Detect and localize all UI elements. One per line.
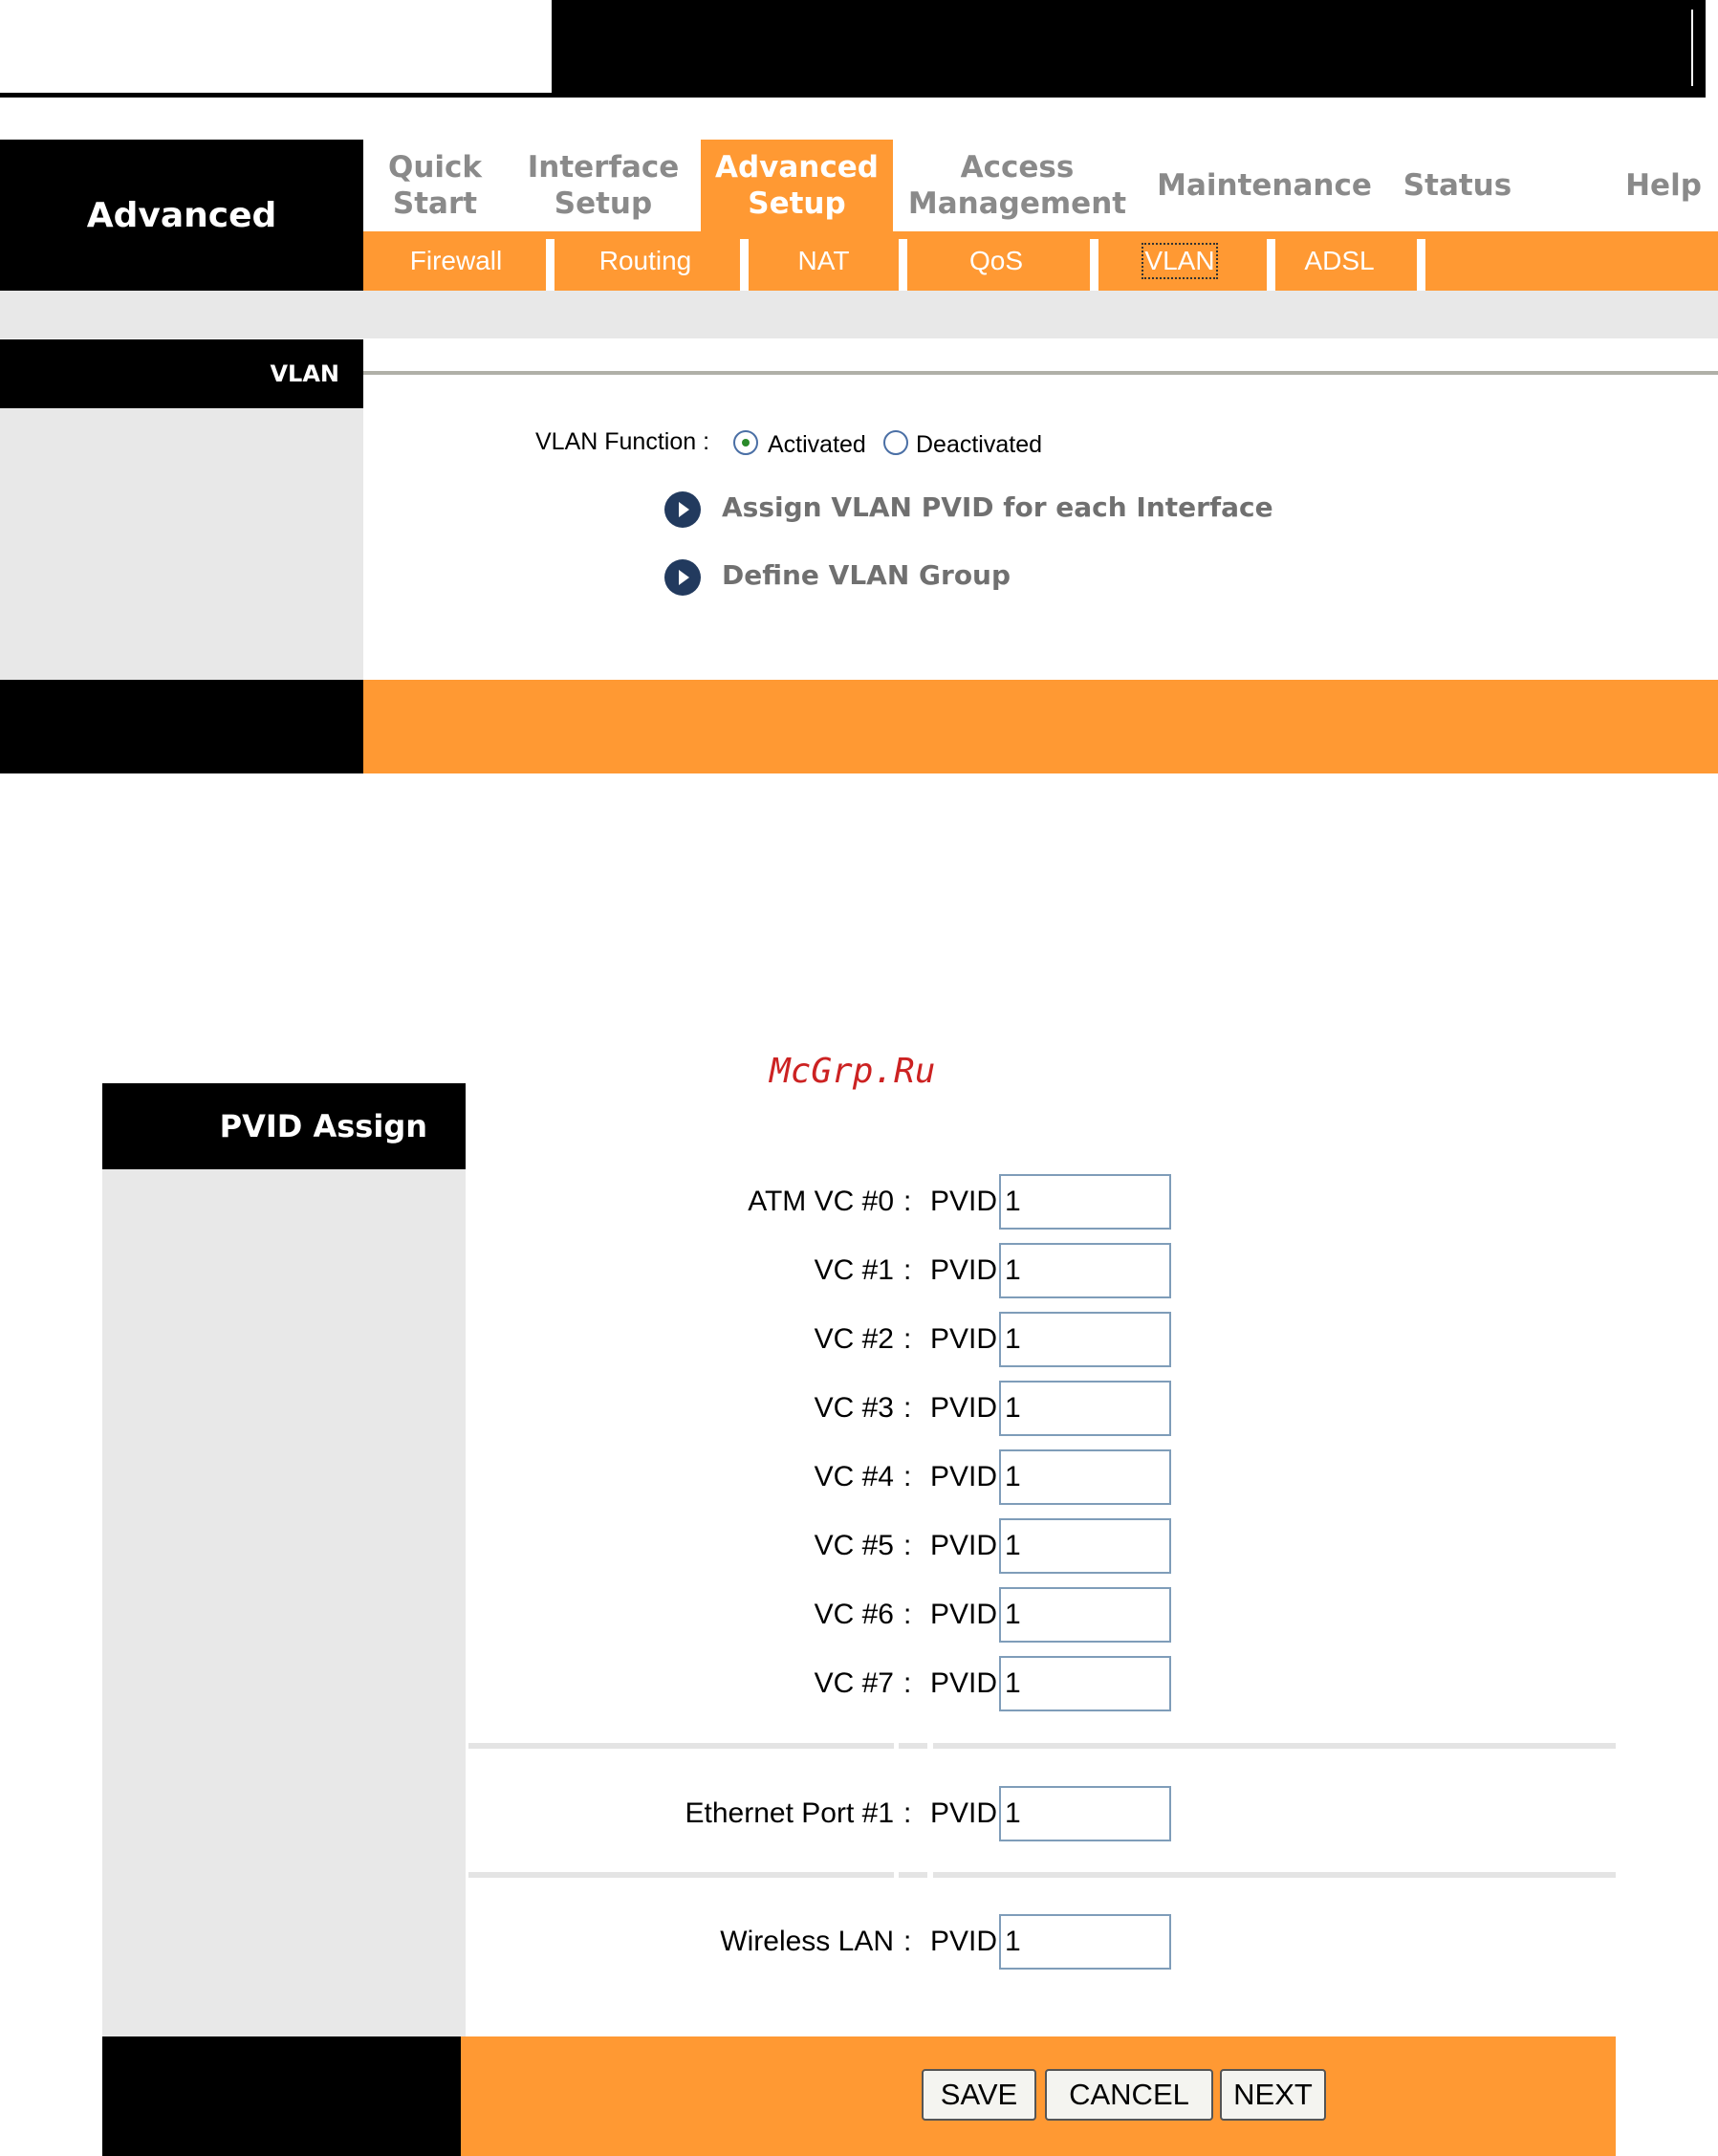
pvid-input-vc6[interactable] — [999, 1587, 1171, 1643]
pvid-footer-bar — [461, 2036, 1616, 2156]
pvid-input-vc3[interactable] — [999, 1381, 1171, 1436]
subtab-nat[interactable] — [749, 231, 899, 291]
vlan-footer-bar — [363, 680, 1718, 773]
tab-label: Access Management — [907, 150, 1127, 221]
row-colon: : — [903, 1186, 912, 1217]
vlan-deactivated-radio[interactable] — [883, 430, 908, 455]
row-label-vc3: VC #3 — [814, 1392, 894, 1424]
pvid-input-vc2[interactable] — [999, 1312, 1171, 1367]
subtab-separator — [1417, 239, 1425, 291]
row-label-atm-vc0: ATM VC #0 — [748, 1186, 894, 1217]
vlan-activated-label: Activated — [768, 431, 866, 458]
tab-maintenance[interactable] — [1157, 140, 1372, 231]
row-label-vc4: VC #4 — [814, 1461, 894, 1492]
arrow-bullet-icon — [664, 491, 701, 528]
row-separator — [933, 1872, 1616, 1878]
row-colon: : — [903, 1667, 912, 1699]
pvid-input-wireless-lan[interactable] — [999, 1914, 1171, 1970]
subtab-qos[interactable] — [907, 231, 1085, 291]
arrow-bullet-icon — [664, 559, 701, 596]
tab-quick-start[interactable] — [378, 140, 492, 231]
row-pvid-label: PVID — [930, 1186, 998, 1217]
row-label-vc6: VC #6 — [814, 1599, 894, 1630]
row-colon: : — [903, 1461, 912, 1492]
row-colon: : — [903, 1254, 912, 1286]
row-colon: : — [903, 1797, 912, 1829]
pvid-input-ethernet-port1[interactable] — [999, 1786, 1171, 1841]
row-separator — [468, 1743, 894, 1749]
row-pvid-label: PVID — [930, 1926, 998, 1957]
row-pvid-label: PVID — [930, 1530, 998, 1561]
tab-status[interactable] — [1398, 140, 1517, 231]
subtab-firewall[interactable] — [368, 231, 544, 291]
row-separator — [933, 1743, 1616, 1749]
next-button[interactable]: NEXT — [1220, 2069, 1326, 2121]
tab-label: Maintenance — [1157, 168, 1372, 203]
pvid-input-vc7[interactable] — [999, 1656, 1171, 1711]
subtab-separator — [899, 239, 907, 291]
row-label-wireless-lan: Wireless LAN — [720, 1926, 894, 1957]
subtab-vlan[interactable] — [1098, 231, 1261, 291]
watermark: McGrp.Ru — [770, 1052, 936, 1091]
row-label-vc7: VC #7 — [814, 1667, 894, 1699]
subtab-routing[interactable] — [555, 231, 736, 291]
tab-label: Help — [1625, 168, 1702, 203]
tab-label: Interface Setup — [527, 150, 680, 221]
tab-access-management[interactable] — [907, 140, 1127, 231]
subtab-label: Firewall — [409, 246, 503, 275]
row-label-vc5: VC #5 — [814, 1530, 894, 1561]
assign-vlan-pvid-link[interactable]: Assign VLAN PVID for each Interface — [722, 491, 1273, 523]
tab-advanced-setup[interactable] — [701, 140, 893, 231]
vlan-function-label: VLAN Function : — [535, 428, 710, 455]
pvid-left-panel — [102, 1169, 466, 2036]
row-pvid-label: PVID — [930, 1392, 998, 1424]
spacer-strip — [0, 291, 1718, 338]
row-separator — [899, 1872, 927, 1878]
vlan-activated-radio[interactable] — [733, 430, 758, 455]
subtab-label: QoS — [968, 246, 1024, 275]
subtab-separator — [1090, 239, 1098, 291]
header-banner — [552, 0, 1706, 96]
row-pvid-label: PVID — [930, 1599, 998, 1630]
pvid-input-vc1[interactable] — [999, 1243, 1171, 1298]
pvid-section-label: PVID Assign — [219, 1108, 427, 1144]
tab-label: Advanced Setup — [715, 150, 879, 221]
subtab-label: Routing — [598, 246, 692, 275]
tab-label: Quick Start — [387, 150, 483, 221]
nav-title: Advanced — [86, 195, 277, 235]
row-label-ethernet-port1: Ethernet Port #1 — [685, 1797, 894, 1829]
row-colon: : — [903, 1599, 912, 1630]
vlan-footer-left — [0, 680, 363, 773]
row-colon: : — [903, 1530, 912, 1561]
row-label-vc2: VC #2 — [814, 1323, 894, 1355]
row-pvid-label: PVID — [930, 1797, 998, 1829]
pvid-input-atm-vc0[interactable] — [999, 1174, 1171, 1230]
vlan-deactivated-label: Deactivated — [916, 431, 1043, 458]
pvid-input-vc4[interactable] — [999, 1449, 1171, 1505]
subtab-separator — [1267, 239, 1275, 291]
subtab-label: ADSL — [1304, 246, 1375, 275]
subtab-adsl[interactable] — [1275, 231, 1403, 291]
vlan-left-panel — [0, 408, 363, 680]
row-colon: : — [903, 1392, 912, 1424]
header-underline — [0, 93, 1706, 98]
tab-help[interactable] — [1620, 140, 1707, 231]
subtab-separator — [546, 239, 555, 291]
row-pvid-label: PVID — [930, 1667, 998, 1699]
vlan-divider — [363, 371, 1718, 375]
row-separator — [899, 1743, 927, 1749]
row-pvid-label: PVID — [930, 1323, 998, 1355]
define-vlan-group-link[interactable]: Define VLAN Group — [722, 559, 1011, 591]
row-pvid-label: PVID — [930, 1254, 998, 1286]
tab-interface-setup[interactable] — [521, 140, 685, 231]
pvid-input-vc5[interactable] — [999, 1518, 1171, 1574]
row-pvid-label: PVID — [930, 1461, 998, 1492]
radio-selected-dot — [742, 439, 750, 446]
subtab-separator — [740, 239, 749, 291]
header-divider — [1691, 10, 1693, 86]
subtab-label: NAT — [797, 246, 850, 275]
pvid-footer-left — [102, 2036, 461, 2156]
row-colon: : — [903, 1926, 912, 1957]
row-label-vc1: VC #1 — [814, 1254, 894, 1286]
tab-label: Status — [1403, 168, 1512, 203]
row-colon: : — [903, 1323, 912, 1355]
subtab-label: VLAN — [1144, 246, 1215, 275]
cancel-button[interactable]: CANCEL — [1045, 2069, 1213, 2121]
row-separator — [468, 1872, 894, 1878]
vlan-section-label: VLAN — [270, 360, 339, 387]
save-button[interactable]: SAVE — [922, 2069, 1036, 2121]
